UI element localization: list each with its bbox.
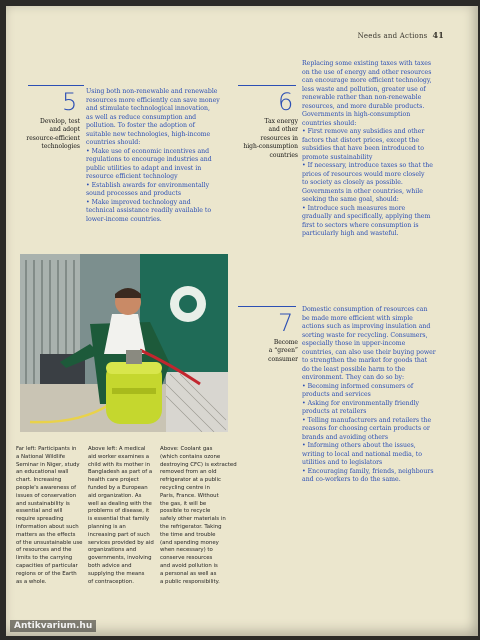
caption-line: matters as the effects	[16, 531, 76, 538]
section-7-body-line: and co-workers to do the same.	[302, 476, 401, 483]
section-7-body-line: especially those in upper-income	[302, 340, 406, 347]
section-5-heading-line: Develop, test	[40, 118, 80, 125]
section-7-number: 7	[278, 309, 294, 337]
caption-line: information about such	[16, 523, 79, 530]
section-5-body-line: Using both non-renewable and renewable	[86, 88, 218, 95]
photo-illustration	[20, 254, 228, 432]
section-6-body-line: • Introduce such measures more	[302, 204, 406, 212]
section-7-body-line: brands and avoiding others	[302, 433, 389, 441]
section-6-heading-line: and other	[268, 126, 298, 134]
section-5-body-line: technical assistance readily available to	[86, 207, 212, 214]
caption-line: the refrigerator. Taking	[160, 523, 222, 530]
book-page	[6, 6, 478, 636]
section-7-body-line: be made more efficient with simple	[302, 314, 413, 322]
caption-line: as a whole.	[16, 578, 47, 585]
page-number: 41	[432, 30, 444, 40]
section-6-body-line: seeking the same goal, should:	[302, 196, 399, 203]
section-5-body-line: sound processes and products	[86, 190, 182, 197]
caption-line: a public responsibility.	[160, 578, 220, 585]
section-6-body-line: first to sectors where consumption is	[302, 221, 419, 229]
section-5-number: 5	[62, 88, 78, 116]
caption-line: chart. Increasing	[16, 477, 62, 484]
caption-line: require spreading	[16, 516, 64, 523]
caption-line: planning is an	[88, 523, 126, 530]
caption-line: a personal as well as	[160, 570, 217, 577]
section-6-body-line: renewable rather than non-renewable	[302, 94, 422, 101]
caption-line: the time and trouble	[160, 531, 216, 538]
section-5-body-line: pollution. To foster the adoption of	[86, 122, 195, 129]
section-5-body-line: and stimulate technological innovation,	[86, 105, 210, 112]
section-7-body	[302, 306, 436, 485]
section-6-body-line: can encourage more efficient technology,	[302, 77, 432, 84]
section-6-body	[302, 60, 433, 239]
caption-line: increasing part of such	[88, 531, 150, 538]
caption-line: governments, involving	[88, 555, 152, 562]
section-6-body-line: Replacing some existing taxes with taxes	[302, 60, 432, 67]
caption-line: aid worker examines a	[88, 453, 150, 460]
caption-line: supplying the means	[88, 570, 145, 577]
section-5-heading-line: technologies	[41, 143, 80, 151]
section-7-body-line: • Telling manufacturers and retailers the	[302, 416, 432, 424]
section-5-body-line: suitable new technologies, high-income	[86, 130, 211, 138]
section-5-body-line: countries should:	[86, 139, 141, 146]
caption-line: child with its mother in	[88, 461, 151, 468]
caption-line: of the unsustainable use	[16, 539, 83, 546]
section-5-heading-line: and adopt	[49, 126, 80, 134]
section-7-body-line: environment. They can do so by:	[302, 374, 405, 381]
caption-line: recycling centre in	[160, 484, 210, 491]
section-7-body-line: • Asking for environmentally friendly	[302, 399, 420, 407]
section-6-rule	[238, 85, 296, 86]
section-6-body-line: countries should:	[302, 119, 357, 127]
section-7-heading-line: a “green”	[268, 347, 298, 355]
caption-line: issues of conservation	[16, 492, 77, 499]
section-7-body-line: • Informing others about the issues,	[302, 442, 416, 449]
caption-line: limits to the carrying	[16, 555, 73, 562]
section-6-body-line: subsidies that have been introduced to	[302, 145, 425, 152]
section-6-body-line: particularly high and wasteful.	[302, 230, 399, 237]
section-6-body-line: to society as closely as possible.	[302, 179, 403, 186]
section-7-body-line: Domestic consumption of resources can	[302, 306, 428, 313]
caption-line: the gas, it will be	[160, 500, 207, 507]
section-6-body-line: promote sustainability	[302, 153, 373, 161]
section-7-body-line: sorting waste for recycling. Consumers,	[302, 331, 428, 339]
section-5-body-line: • Establish awards for environmentally	[86, 181, 210, 189]
caption-line: well as dealing with the	[88, 500, 152, 507]
section-7-body-line: writing to local and national media, to	[302, 450, 422, 458]
caption-line: Above: Coolant gas	[160, 446, 213, 452]
caption-line: and sustainability is	[16, 500, 70, 507]
section-title: Needs and Actions	[357, 32, 428, 40]
caption-line: Seminar in Niger, study	[16, 461, 80, 468]
section-7-body-line: do the least possible harm to the	[302, 365, 406, 373]
caption-line: is essential that family	[88, 516, 150, 523]
section-5-body-line: resource efficient technology	[86, 173, 178, 180]
section-5-body-line: resources more efficiently can save money	[86, 96, 220, 104]
caption-line: Bangladesh as part of a	[88, 469, 153, 476]
caption-line: (which contains ozone	[160, 453, 221, 460]
caption-line: health care project	[88, 477, 139, 484]
caption-line: capacities of particular	[16, 562, 78, 569]
caption-far-left	[16, 446, 82, 586]
caption-line: funded by a European	[88, 484, 148, 491]
caption-line: services provided by aid	[88, 539, 154, 546]
caption-line: removed from an old	[160, 469, 217, 476]
section-5-heading-line: resource-efficient	[26, 134, 80, 142]
section-5-body-line: public utilities to adapt and invest in	[86, 164, 202, 172]
caption-line: organizations and	[88, 547, 137, 554]
section-6-heading-line: countries	[269, 151, 298, 159]
section-6-body-line: • First remove any subsidies and other	[302, 128, 425, 135]
section-5-body	[86, 88, 220, 224]
section-6-body-line: Governments in other countries, while	[302, 187, 423, 195]
caption-above	[160, 446, 237, 586]
section-7-body-line: products at retailers	[302, 408, 367, 415]
photo-refrigerator-recycling	[20, 254, 228, 432]
section-5-body-line: • Make improved technology and	[86, 198, 191, 206]
section-6-body-line: factors that distort prices, except the	[302, 136, 420, 144]
caption-line: of resources and the	[16, 547, 72, 554]
section-7-body-line: products and services	[302, 391, 371, 398]
section-7-rule	[238, 306, 296, 307]
caption-line: conserve resources	[160, 555, 213, 562]
caption-line: essential and will	[16, 508, 63, 515]
section-5-body-line: lower-income countries.	[86, 215, 162, 223]
caption-line: people's awareness of	[16, 484, 76, 491]
section-7-heading-line: consumer	[268, 355, 298, 363]
section-6-body-line: Governments in high-consumption	[302, 111, 411, 118]
section-6-body-line: prices of resources would more closely	[302, 170, 425, 178]
section-5-body-line: • Make use of economic incentives and	[86, 147, 210, 155]
section-6-body-line: resources, and more durable products.	[302, 102, 425, 110]
caption-line: refrigerator at a public	[160, 477, 221, 484]
caption-line: a National Wildlife	[16, 453, 66, 460]
section-6-heading	[243, 118, 298, 160]
section-7-body-line: to strengthen the market for goods that	[302, 357, 428, 364]
section-7-body-line: • Becoming informed consumers of	[302, 382, 414, 390]
caption-line: (and spending money	[160, 539, 219, 546]
caption-line: Paris, France. Without	[160, 492, 219, 499]
section-5-heading	[26, 118, 80, 152]
caption-line: destroying CFC) is extracted	[160, 461, 237, 468]
caption-line: Above left: A medical	[88, 446, 146, 452]
caption-line: Far left: Participants in	[16, 446, 77, 452]
caption-above-left	[88, 446, 154, 586]
caption-line: when necessary) to	[160, 547, 213, 554]
caption-line: problems of disease, it	[88, 508, 150, 515]
section-7-heading-line: Become	[273, 339, 298, 346]
section-6-body-line: gradually and specifically, applying them	[302, 213, 431, 220]
section-6-body-line: on the use of energy and other resources	[302, 68, 432, 76]
caption-line: possible to recycle	[160, 508, 211, 515]
section-6-number: 6	[278, 88, 294, 116]
section-5-body-line: as well as reduce consumption and	[86, 113, 197, 121]
section-6-heading-line: resources in	[260, 134, 298, 142]
caption-line: regions or of the Earth	[16, 570, 77, 577]
section-6-body-line: • If necessary, introduce taxes so that the	[302, 162, 433, 169]
watermark-logo: Antikvarium.hu	[10, 620, 96, 632]
section-7-body-line: countries, can also use their buying power	[302, 348, 436, 356]
caption-line: safely other materials in	[160, 516, 226, 523]
section-7-body-line: • Encouraging family, friends, neighbours	[302, 467, 434, 475]
section-7-heading	[268, 339, 298, 364]
section-6-body-line: less waste and pollution, greater use of	[302, 85, 426, 93]
caption-line: an educational wall	[16, 469, 69, 476]
section-6-heading-line: Tax energy	[264, 118, 298, 125]
section-7-body-line: reasons for choosing certain products or	[302, 425, 430, 432]
section-5-rule	[28, 85, 84, 86]
section-5-body-line: regulations to encourage industries and	[86, 156, 212, 163]
section-7-body-line: utilities and to legislators	[302, 459, 383, 466]
caption-line: of contraception.	[88, 578, 134, 585]
section-6-heading-line: high-consumption	[243, 143, 298, 151]
section-7-body-line: actions such as improving insulation and	[302, 323, 431, 330]
caption-line: both advice and	[88, 562, 132, 569]
caption-line: and avoid pollution is	[160, 562, 218, 569]
running-head	[358, 30, 444, 40]
caption-line: aid organization. As	[88, 492, 142, 499]
